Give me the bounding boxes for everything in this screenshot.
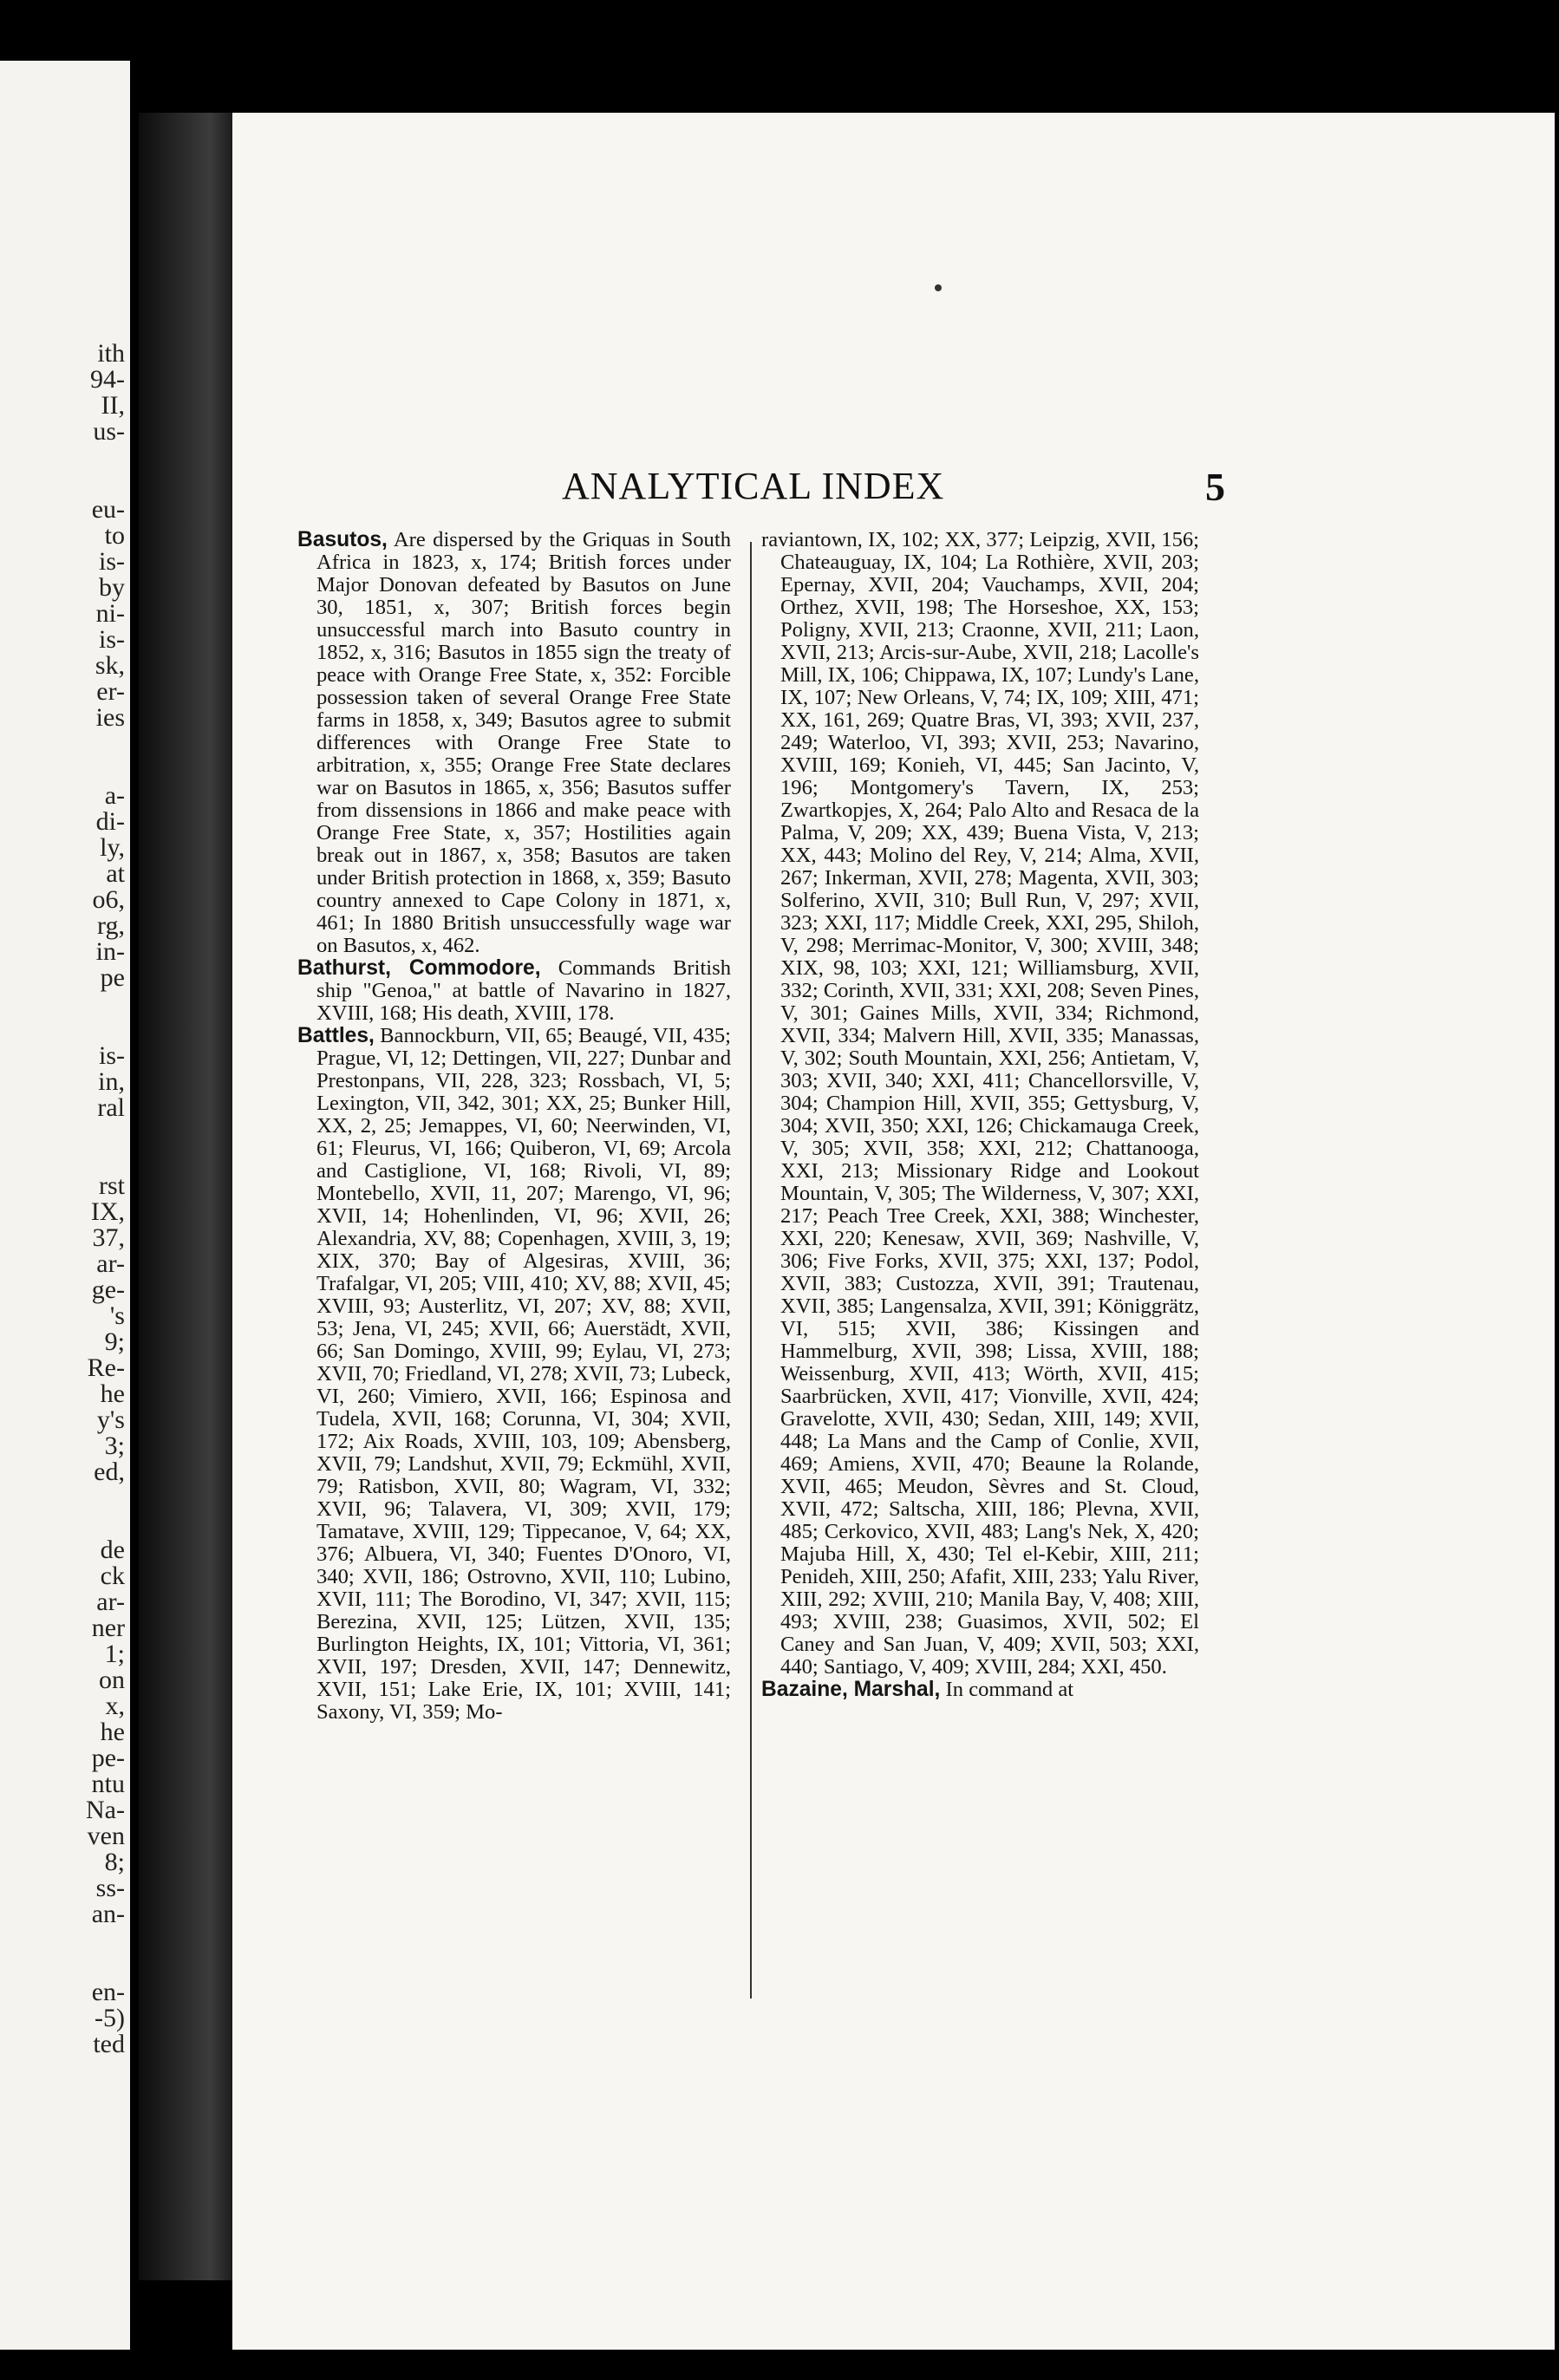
margin-fragment: IX, xyxy=(90,1197,125,1226)
index-column-right xyxy=(761,529,1199,1701)
entry-text: Bannockburn, VII, 65; Beaugé, VII, 435; Prague, VI, 12; Dettingen, VII, 227; Dunbar and Prestonpans, VII, 228, 323; Rossbach, VI, 5; Lexington, VII, 342, 301; XX, 25; Bunker Hill, XX, 2, 25; Jemappes, VI, 60; Neerwinden, VI, 61; Fleurus, VI, 166; Quiberon, VI, 69; Arcola and Castiglione, VI, 168; Rivoli, VI, 89; Montebello, XVII, 11, 207; Marengo, VI, 96; XVII, 14; Hohenlinden, VI, 96; XVII, 26; Alexandria, XV, 88; Copenhagen, XVIII, 3, 19; XIX, 370; Bay of Algesiras, XVIII, 36; Trafalgar, VI, 205; VIII, 410; XV, 88; XVII, 45; XVIII, 93; Austerlitz, VI, 207; XV, 88; XVII, 53; Jena, VI, 245; XVII, 66; Auerstädt, XVII, 66; San Domingo, XVIII, 99; Eylau, VI, 273; XVII, 70; Friedland, VI, 278; XVII, 73; Lubeck, VI, 260; Vimiero, XVII, 166; Espinosa and Tudela, XVII, 168; Corunna, VI, 304; XVII, 172; Aix Roads, XVIII, 103, 109; Abensberg, XVII, 79; Landshut, XVII, 79; Eckmühl, XVII, 79; Ratisbon, XVII, 80; Wagram, VI, 332; XVII, 96; Talavera, VI, 309; XVII, 179; Tamatave, XVIII, 129; Tippecanoe, V, 64; XX, 376; Albuera, VI, 340; Fuentes D'Onoro, VI, 340; XVII, 186; Ostrovno, XVII, 110; Lubino, XVII, 111; The Borodino, VI, 347; XVII, 115; Berezina, XVII, 125; Lützen, XVII, 135; Burlington Heights, IX, 101; Vittoria, VI, 361; XVII, 197; Dresden, XVII, 147; Dennewitz, XVII, 151; Lake Erie, IX, 101; XVIII, 141; Saxony, VI, 359; Mo- xyxy=(316,1024,731,1724)
margin-fragment: ck xyxy=(100,1562,125,1590)
margin-fragment: sk, xyxy=(95,651,125,680)
entry-headword: Battles, xyxy=(297,1024,375,1047)
margin-fragment: in- xyxy=(95,937,125,966)
margin-fragment: di- xyxy=(95,807,125,836)
index-page xyxy=(232,113,1555,2350)
margin-fragment: is- xyxy=(99,625,125,654)
index-entry xyxy=(761,529,1199,1679)
margin-fragment: ies xyxy=(95,703,125,732)
margin-fragment: 8; xyxy=(104,1848,125,1876)
margin-fragment: a- xyxy=(104,781,125,810)
entry-headword: Basutos, xyxy=(297,528,388,551)
margin-fragment: ntu xyxy=(91,1770,125,1798)
margin-fragment: ar- xyxy=(96,1588,125,1616)
index-entry xyxy=(297,957,731,1025)
margin-fragment: in, xyxy=(98,1067,125,1096)
margin-fragment: 9; xyxy=(104,1327,125,1356)
margin-fragment: 94- xyxy=(90,365,125,394)
margin-fragment: y's xyxy=(96,1405,125,1434)
margin-fragment: pe xyxy=(100,963,125,992)
index-column-left xyxy=(297,529,731,1724)
margin-fragment: Re- xyxy=(87,1353,125,1382)
margin-fragment: ven xyxy=(87,1822,125,1850)
left-facing-page xyxy=(0,61,130,2350)
ink-speck xyxy=(935,284,942,291)
margin-fragment: us- xyxy=(93,417,125,446)
margin-fragment: er- xyxy=(96,677,125,706)
margin-fragment: en- xyxy=(91,1978,125,2006)
margin-fragment: by xyxy=(99,573,125,602)
margin-fragment: ral xyxy=(97,1093,125,1122)
margin-fragment: eu- xyxy=(91,495,125,524)
book-gutter xyxy=(139,113,234,2280)
margin-fragment: 37, xyxy=(92,1223,125,1252)
margin-fragment: ss- xyxy=(95,1874,125,1902)
margin-fragment: ith xyxy=(97,339,125,368)
margin-fragment: he xyxy=(100,1718,125,1746)
margin-fragment: to xyxy=(104,521,125,550)
margin-fragment: 3; xyxy=(104,1431,125,1460)
margin-fragment: at xyxy=(106,859,125,888)
margin-fragment: ner xyxy=(91,1614,125,1642)
page-header xyxy=(232,464,1555,516)
margin-fragment: ar- xyxy=(96,1249,125,1278)
entry-text: In command at xyxy=(940,1678,1074,1701)
margin-fragment: is- xyxy=(99,1041,125,1070)
margin-fragment: rg, xyxy=(97,911,125,940)
margin-fragment: ed, xyxy=(94,1457,125,1486)
index-entry xyxy=(761,1679,1199,1701)
index-entry xyxy=(297,529,731,957)
margin-fragment: -5) xyxy=(95,2004,125,2032)
margin-fragment: on xyxy=(99,1666,125,1694)
margin-fragment: pe- xyxy=(91,1744,125,1772)
margin-fragment: II, xyxy=(101,391,125,420)
margin-fragment: ly, xyxy=(100,833,125,862)
margin-fragment: de xyxy=(100,1536,125,1564)
margin-fragment: ni- xyxy=(95,599,125,628)
entry-headword: Bazaine, Marshal, xyxy=(761,1678,941,1701)
page-title: ANALYTICAL INDEX xyxy=(562,465,945,507)
margin-fragment: o6, xyxy=(92,885,125,914)
margin-fragment: rst xyxy=(99,1171,125,1200)
margin-fragment: ted xyxy=(93,2030,125,2058)
margin-fragment: an- xyxy=(91,1900,125,1928)
page-number: 5 xyxy=(1205,465,1225,509)
margin-fragment: Na- xyxy=(86,1796,125,1824)
margin-fragment: 's xyxy=(109,1301,125,1330)
entry-text: raviantown, IX, 102; XX, 377; Leipzig, XVII, 156; Chateauguay, IX, 104; La Rothière, XVII, 203; Epernay, XVII, 204; Vauchamps, XVII, 204; Orthez, XVII, 198; The Horseshoe, XX, 153; Poligny, XVII, 213; Craonne, XVII, 211; Laon, XVII, 213; Arcis-sur-Aube, XVII, 218; Lacolle's Mill, IX, 106; Chippawa, IX, 107; Lundy's Lane, IX, 107; New Orleans, V, 74; IX, 109; XIII, 471; XX, 161, 269; Quatre Bras, VI, 393; XVII, 237, 249; Waterloo, VI, 393; XVII, 253; Navarino, XVIII, 169; Konieh, VI, 445; San Jacinto, V, 196; Montgomery's Tavern, IX, 253; Zwartkopjes, X, 264; Palo Alto and Resaca de la Palma, V, 209; XX, 439; Buena Vista, V, 213; XX, 443; Molino del Rey, V, 214; Alma, XVII, 267; Inkerman, XVII, 278; Magenta, XVII, 303; Solferino, XVII, 310; Bull Run, V, 297; XVII, 323; XXI, 117; Middle Creek, XXI, 295, Shiloh, V, 298; Merrimac-Monitor, V, 300; XVIII, 348; XIX, 98, 103; XXI, 121; Williamsburg, XVII, 332; Corinth, XVII, 331; XXI, 208; Seven Pines, V, 301; Gaines Mills, XVII, 334; Richmond, XVII, 334; Malvern Hill, XVII, 335; Manassas, V, 302; South Mountain, XXI, 256; Antietam, V, 303; XVII, 340; XXI, 411; Chancellorsville, V, 304; Champion Hill, XVII, 355; Gettysburg, V, 304; XVII, 350; XXI, 126; Chickamauga Creek, V, 305; XVII, 358; XXI, 212; Chattanooga, XXI, 213; Missionary Ridge and Lookout Mountain, V, 305; The Wilderness, V, 307; XXI, 217; Peach Tree Creek, XXI, 388; Winchester, XXI, 220; Kenesaw, XVII, 369; Nashville, V, 306; Five Forks, XVII, 375; XXI, 137; Podol, XVII, 383; Custozza, XVII, 391; Trautenau, XVII, 385; Langensalza, XVII, 391; Königgrätz, VI, 515; XVII, 386; Kissingen and Hammelburg, XVII, 398; Lissa, XVIII, 188; Weissenburg, XVII, 413; Wörth, XVII, 415; Saarbrücken, XVII, 417; Vionville, XVII, 424; Gravelotte, XVII, 430; Sedan, XIII, 149; XVII, 448; La Mans and the Camp of Conlie, XVII, 469; Amiens, XVII, 470; Beaune la Rolande, XVII, 465; Meudon, Sèvres and St. Cloud, XVII, 472; Saltscha, XIII, 186; Plevna, XVII, 485; Cerkovico, XVII, 483; Lang's Nek, X, 420; Majuba Hill, X, 430; Tel el-Kebir, XIII, 211; Penideh, XIII, 250; Afafit, XIII, 233; Yalu River, XIII, 292; XVIII, 210; Manila Bay, V, 408; XIII, 493; XVIII, 238; Guasimos, XVII, 502; El Caney and San Juan, V, 409; XVII, 503; XXI, 440; Santiago, V, 409; XVIII, 284; XXI, 450. xyxy=(761,528,1199,1679)
margin-fragment: he xyxy=(100,1379,125,1408)
column-divider xyxy=(750,542,752,1999)
margin-fragment: ge- xyxy=(91,1275,125,1304)
margin-fragment: is- xyxy=(99,547,125,576)
margin-fragment: x, xyxy=(105,1692,125,1720)
index-entry xyxy=(297,1025,731,1724)
entry-text: Commands British ship "Genoa," at battle of Navarino in 1827, XVIII, 168; His death, XVIII, 178. xyxy=(316,956,731,1025)
entry-text: Are dispersed by the Griquas in South Africa in 1823, x, 174; British forces under Major Donovan defeated by Basutos on June 30, 1851, x, 307; British forces begin unsuccessful march into Basuto country in 1852, x, 316; Basutos in 1855 sign the treaty of peace with Orange Free State, x, 352: Forcible possession taken of several Orange Free State farms in 1858, x, 349; Basutos agree to submit differences with Orange Free State to arbitration, x, 355; Orange Free State declares war on Basutos in 1865, x, 356; Basutos suffer from dissensions in 1866 and make peace with Orange Free State, x, 357; Hostilities again break out in 1867, x, 358; Basutos are taken under British protection in 1868, x, 359; Basuto country annexed to Cape Colony in 1871, x, 461; In 1880 British unsuccessfully wage war on Basutos, x, 462. xyxy=(316,528,731,957)
margin-fragment: 1; xyxy=(104,1640,125,1668)
entry-headword: Bathurst, Commodore, xyxy=(297,956,541,980)
